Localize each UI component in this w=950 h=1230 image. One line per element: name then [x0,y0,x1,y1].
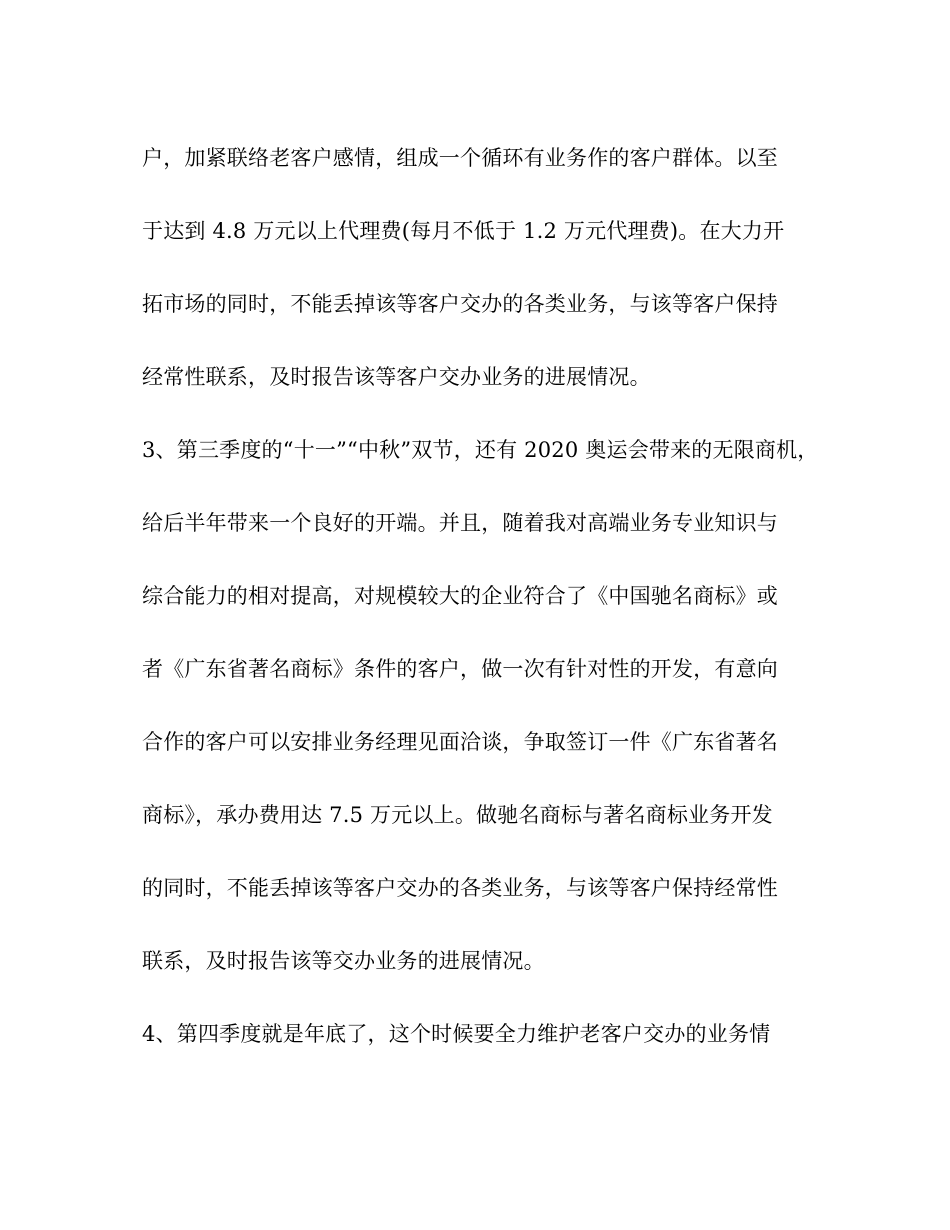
text-line: 的同时，不能丢掉该等客户交办的各类业务，与该等客户保持经常性 [142,876,778,900]
text-line: 商标》，承办费用达 7.5 万元以上。做驰名商标与著名商标业务开发 [142,803,773,827]
text-line: 户，加紧联络老客户感情，组成一个循环有业务作的客户群体。以至 [142,146,778,170]
text-line: 经常性联系，及时报告该等客户交办业务的进展情况。 [142,365,651,389]
text-line: 于达到 4.8 万元以上代理费(每月不低于 1.2 万元代理费)。在大力开 [142,219,785,243]
document-body [142,135,819,1084]
text-line: 4、第四季度就是年底了，这个时候要全力维护老客户交办的业务情 [142,1022,771,1046]
text-line: 联系，及时报告该等交办业务的进展情况。 [142,949,545,973]
text-line: 者《广东省著名商标》条件的客户，做一次有针对性的开发，有意向 [142,657,778,681]
text-line: 综合能力的相对提高，对规模较大的企业符合了《中国驰名商标》或 [142,584,778,608]
text-line: 拓市场的同时，不能丢掉该等客户交办的各类业务，与该等客户保持 [142,292,778,316]
text-line: 给后半年带来一个良好的开端。并且，随着我对高端业务专业知识与 [142,511,778,535]
text-line: 3、第三季度的“十一”“中秋”双节，还有 2020 奥运会带来的无限商机， [142,438,819,462]
text-line: 合作的客户可以安排业务经理见面洽谈，争取签订一件《广东省著名 [142,730,778,754]
